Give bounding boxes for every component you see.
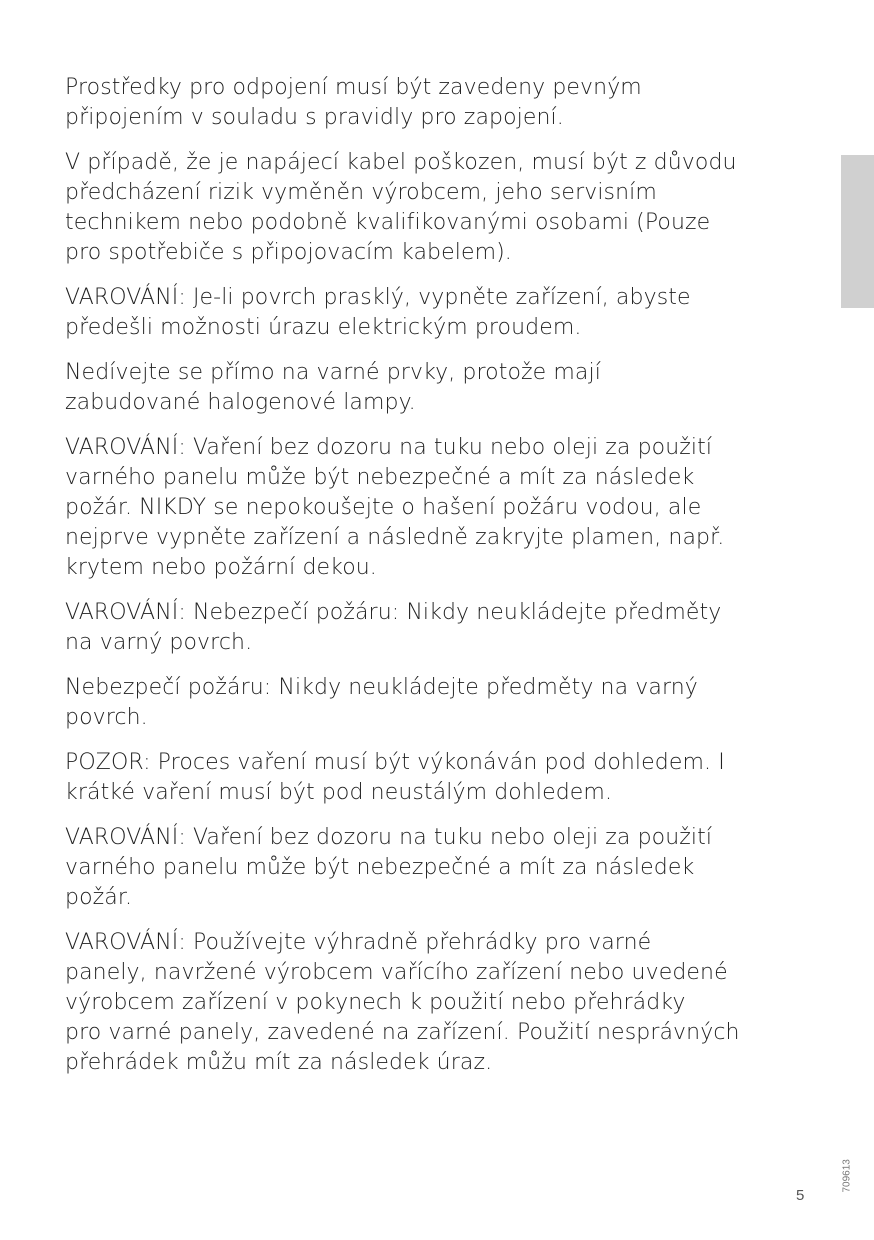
- paragraph-4: [65, 358, 825, 418]
- paragraph-line: požár. NIKDY se nepokoušejte o hašení požáru vodou, ale: [65, 495, 702, 520]
- paragraph-line: požár.: [65, 885, 133, 910]
- paragraph-line: VAROVÁNÍ: Vaření bez dozoru na tuku nebo oleji za použití: [65, 825, 713, 850]
- paragraph-line: výrobcem zařízení v pokynech k použití nebo přehrádky: [65, 990, 686, 1015]
- paragraph-line: varného panelu může být nebezpečné a mít za následek: [65, 465, 695, 490]
- paragraph-1: [65, 73, 825, 133]
- paragraph-5: [65, 433, 825, 583]
- paragraph-line: připojením v souladu s pravidly pro zapojení.: [65, 105, 564, 130]
- paragraph-line: VAROVÁNÍ: Je-li povrch prasklý, vypněte zařízení, abyste: [65, 285, 691, 310]
- document-code: 709613: [841, 1159, 853, 1193]
- page-number: 5: [796, 1187, 805, 1204]
- paragraph-line: krytem nebo požární dekou.: [65, 555, 377, 580]
- paragraph-line: zabudované halogenové lampy.: [65, 390, 416, 415]
- paragraph-8: [65, 748, 825, 808]
- paragraph-6: [65, 598, 825, 658]
- paragraph-10: [65, 928, 825, 1078]
- paragraph-line: Nedívejte se přímo na varné prvky, protože mají: [65, 360, 601, 385]
- paragraph-line: krátké vaření musí být pod neustálým dohledem.: [65, 780, 613, 805]
- paragraph-line: nejprve vypněte zařízení a následně zakryjte plamen, např.: [65, 525, 725, 550]
- paragraph-2: [65, 148, 825, 268]
- section-side-tab: [841, 155, 874, 308]
- paragraph-line: přehrádek můžu mít za následek úraz.: [65, 1050, 493, 1075]
- paragraph-line: varného panelu může být nebezpečné a mít za následek: [65, 855, 695, 880]
- paragraph-line: Nebezpečí požáru: Nikdy neukládejte předměty na varný: [65, 675, 698, 700]
- paragraph-line: POZOR: Proces vaření musí být výkonáván pod dohledem. I: [65, 750, 725, 775]
- paragraph-line: panely, navržené výrobcem vařícího zařízení nebo uvedené: [65, 960, 728, 985]
- paragraph-line: VAROVÁNÍ: Nebezpečí požáru: Nikdy neukládejte předměty: [65, 600, 722, 625]
- paragraph-line: Prostředky pro odpojení musí být zavedeny pevným: [65, 75, 642, 100]
- paragraph-line: předcházení rizik vyměněn výrobcem, jeho servisním: [65, 180, 657, 205]
- paragraph-line: VAROVÁNÍ: Vaření bez dozoru na tuku nebo oleji za použití: [65, 435, 713, 460]
- paragraph-line: povrch.: [65, 705, 148, 730]
- paragraph-line: pro varné panely, zavedené na zařízení. Použití nesprávných: [65, 1020, 740, 1045]
- manual-text: [65, 73, 825, 1093]
- paragraph-9: [65, 823, 825, 913]
- paragraph-line: VAROVÁNÍ: Používejte výhradně přehrádky pro varné: [65, 930, 652, 955]
- paragraph-line: na varný povrch.: [65, 630, 253, 655]
- paragraph-line: technikem nebo podobně kvalifikovanými osobami (Pouze: [65, 210, 711, 235]
- paragraph-7: [65, 673, 825, 733]
- paragraph-3: [65, 283, 825, 343]
- paragraph-line: V případě, že je napájecí kabel poškozen, musí být z důvodu: [65, 150, 737, 175]
- paragraph-line: pro spotřebiče s připojovacím kabelem).: [65, 240, 512, 265]
- paragraph-line: předešli možnosti úrazu elektrickým proudem.: [65, 315, 582, 340]
